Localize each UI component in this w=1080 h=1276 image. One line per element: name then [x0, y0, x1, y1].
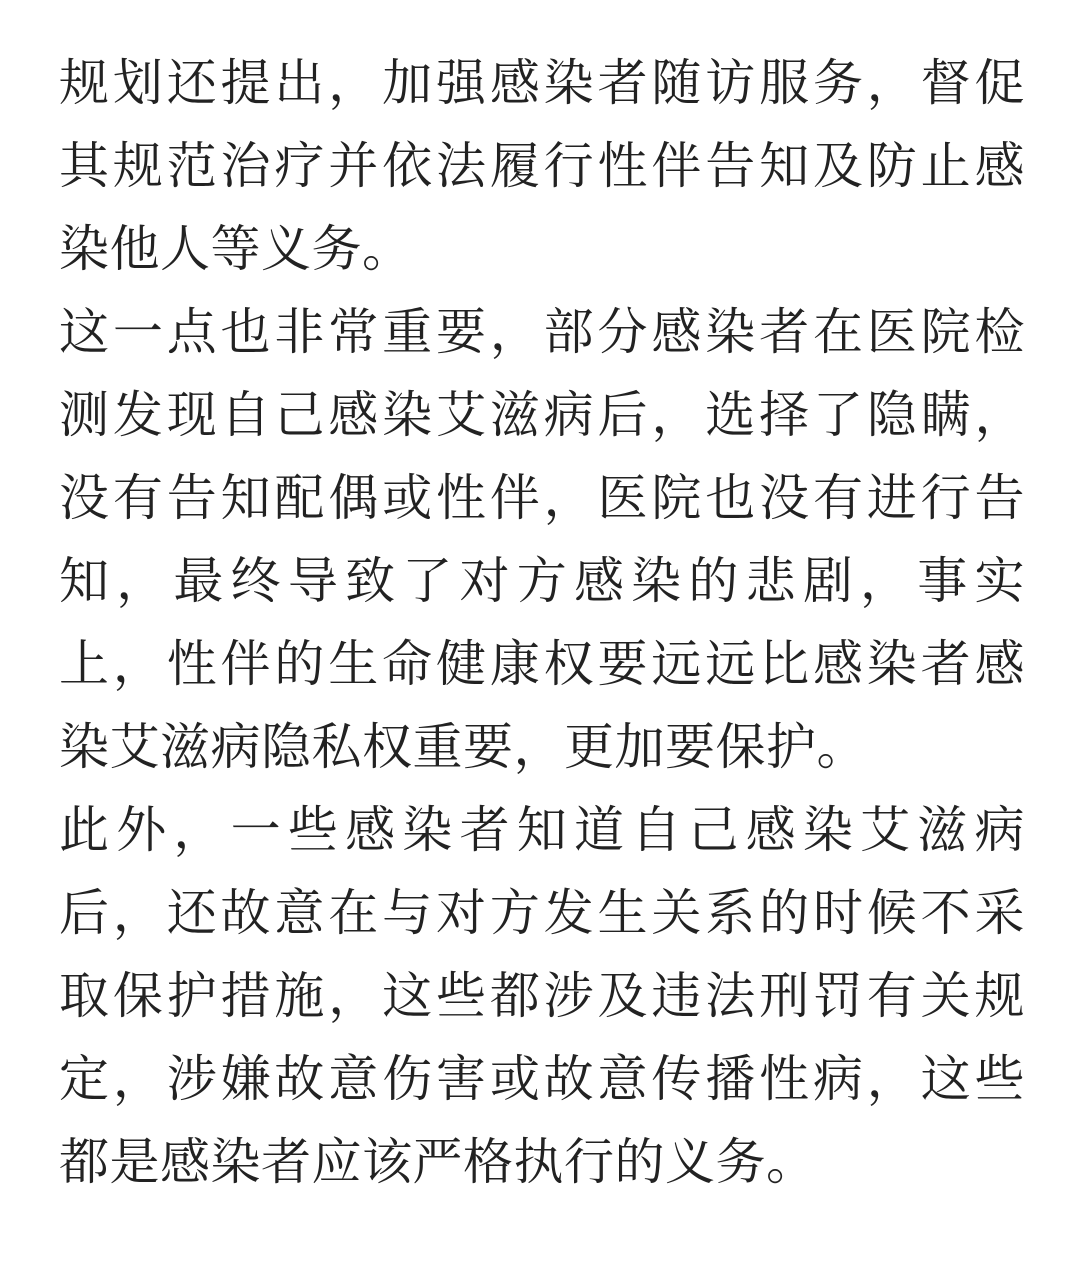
text-line: 定，涉嫌故意伤害或故意传播性病，这些	[59, 1050, 1025, 1108]
text-line: 后，还故意在与对方发生关系的时候不采	[59, 884, 1025, 942]
text-line: 规划还提出，加强感染者随访服务，督促	[59, 54, 1025, 112]
paragraph-2	[59, 291, 1025, 789]
text-line: 其规范治疗并依法履行性伴告知及防止感	[59, 137, 1025, 195]
text-line: 取保护措施，这些都涉及违法刑罚有关规	[59, 967, 1025, 1025]
text-line: 染艾滋病隐私权重要，更加要保护。	[59, 718, 867, 776]
article-body	[59, 42, 1025, 1204]
text-line: 染他人等义务。	[59, 220, 413, 278]
paragraph-1	[59, 42, 1025, 291]
text-line: 上，性伴的生命健康权要远远比感染者感	[59, 635, 1025, 693]
paragraph-3	[59, 789, 1025, 1204]
text-line: 知，最终导致了对方感染的悲剧，事实	[59, 552, 1025, 610]
text-line: 测发现自己感染艾滋病后，选择了隐瞒，	[59, 386, 1025, 444]
text-line: 没有告知配偶或性伴，医院也没有进行告	[59, 469, 1025, 527]
text-line: 这一点也非常重要，部分感染者在医院检	[59, 303, 1025, 361]
text-line: 都是感染者应该严格执行的义务。	[59, 1133, 817, 1191]
text-line: 此外，一些感染者知道自己感染艾滋病	[59, 801, 1025, 859]
